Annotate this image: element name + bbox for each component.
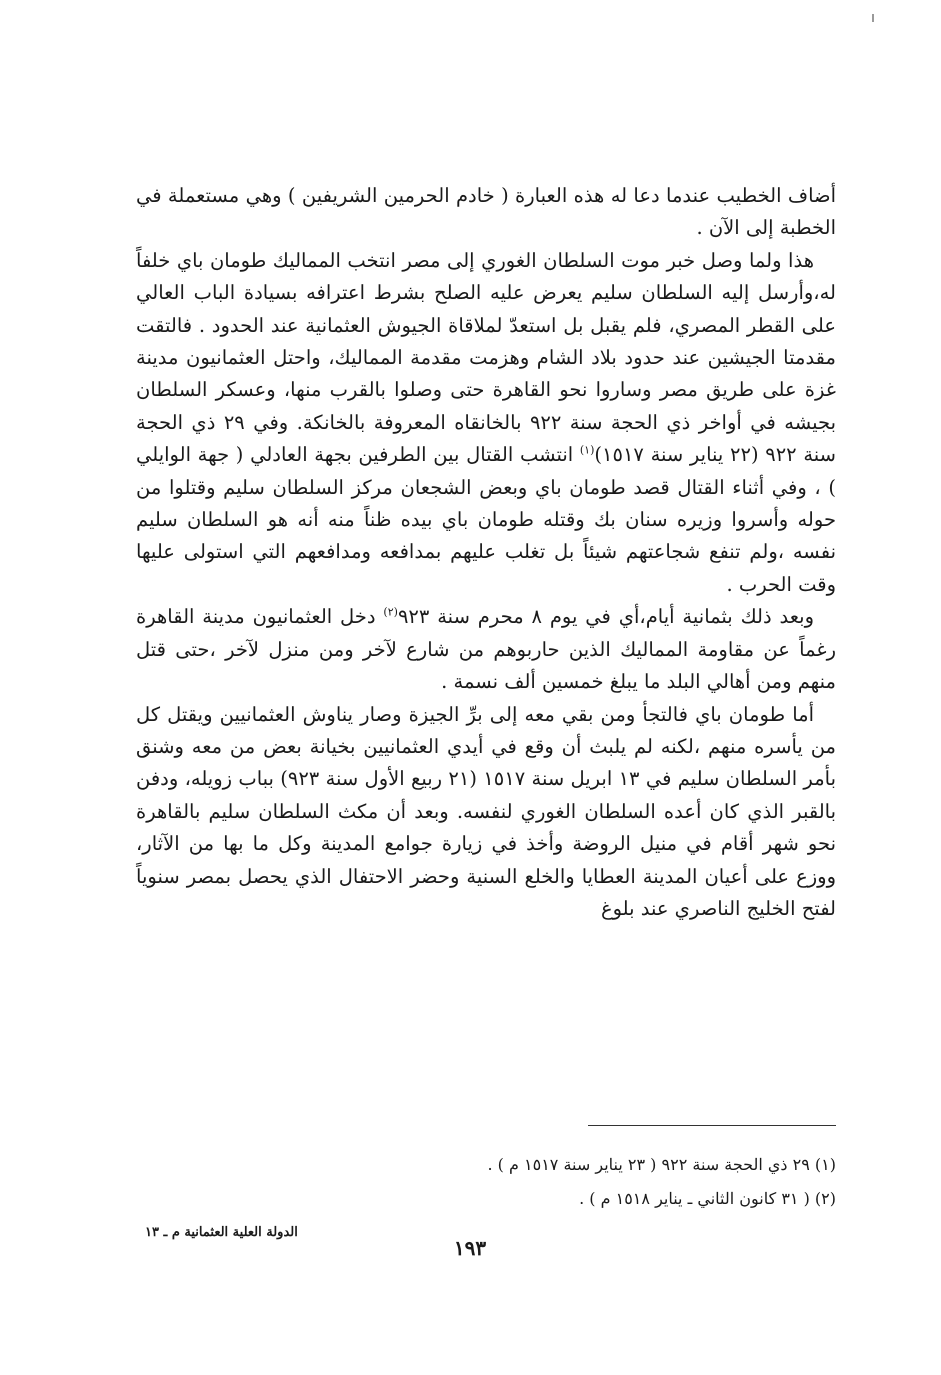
footnote-2: (٢) ( ٣١ كانون الثاني ـ يناير ١٥١٨ م ) . — [579, 1189, 836, 1208]
footnote-1: (١) ٢٩ ذي الحجة سنة ٩٢٢ ( ٢٣ يناير سنة ١٥١٧ م ) . — [487, 1155, 836, 1174]
scan-speck — [872, 14, 874, 22]
paragraph-2-text-continued: انتشب القتال بين الطرفين بجهة العادلي ( جهة الوايلي ) ، وفي أثناء القتال قصد طومان باي وبعض الشجعان مركز السلطان سليم وقتلوا من حوله وأسروا وزيره سنان بك وقتله طومان باي بيده ظناً منه أنه هو السلطان سليم نفسه ،ولم تنفع شجاعتهم شيئاً بل تغلب عليهم بمدافعه ومدافعهم التي استولى عليها وقت الحرب . — [136, 443, 836, 596]
paragraph-2-text: هذا ولما وصل خبر موت السلطان الغوري إلى مصر انتخب المماليك طومان باي خلفاً له،وأرسل إليه السلطان سليم يعرض عليه الصلح بشرط اعترافه بسيادة الباب العالي على القطر المصري، فلم يقبل بل استعدّ لملاقاة الجيوش العثمانية عند الحدود . فالتقت مقدمتا الجيشين عند حدود بلاد الشام وهزمت مقدمة المماليك، واحتل العثمانيون مدينة غزة على طريق مصر وساروا نحو القاهرة حتى وصلوا بالقرب منها، وعسكر السلطان بجيشه في أواخر ذي الحجة سنة ٩٢٢ بالخانقاه المعروفة بالخانكة. وفي ٢٩ ذي الحجة سنة ٩٢٢ (٢٢ يناير سنة ١٥١٧) — [136, 248, 836, 467]
paragraph-4-text: أما طومان باي فالتجأ ومن بقي معه إلى برِّ الجيزة وصار يناوش العثمانيين ويقتل كل من يأسره منهم ،لكنه لم يلبث أن وقع في أيدي العثمانيين بخيانة بعض من معه وشنق بأمر السلطان سليم في ١٣ ابريل سنة ١٥١٧ (٢١ ربيع الأول سنة ٩٢٣) بباب زويله، ودفن بالقبر الذي كان أعده السلطان الغوري لنفسه. وبعد أن مكث السلطان سليم بالقاهرة نحو شهر أقام في منيل الروضة وأخذ في زيارة جوامع المدينة وكل ما بها من الآثار، ووزع على أعيان المدينة العطايا والخلع السنية وحضر الاحتفال الذي يحصل بمصر سنوياً لفتح الخليج الناصري عند بلوغ — [136, 702, 837, 920]
footnote-reference-2[interactable]: (٢) — [383, 605, 398, 619]
paragraph-2 — [136, 245, 836, 601]
footnote-reference-1[interactable]: (١) — [579, 443, 595, 457]
paragraph-3 — [136, 601, 836, 698]
footnotes — [136, 1148, 836, 1216]
paragraph-1-text: أضاف الخطيب عندما دعا له هذه العبارة ( خادم الحرمين الشريفين ) وهي مستعملة في الخطبة إلى الآن . — [136, 184, 836, 240]
paragraph-3-text: وبعد ذلك بثمانية أيام،أي في يوم ٨ محرم سنة ٩٢٣ — [397, 605, 814, 629]
paragraph-4 — [136, 699, 836, 926]
signature-mark: الدولة العلية العثمانية م ـ ١٣ — [145, 1225, 298, 1240]
paragraph-1 — [136, 180, 836, 245]
main-text — [136, 180, 836, 925]
footnote-separator — [588, 1125, 836, 1126]
page-number: ١٩٣ — [453, 1236, 487, 1260]
paragraph-3-text-continued: دخل العثمانيون مدينة القاهرة رغماً عن مقاومة المماليك الذين حاربوهم من شارع لآخر ومن منزل لآخر ،حتى قتل منهم ومن أهالي البلد ما يبلغ خمسين ألف نسمة . — [136, 605, 836, 694]
